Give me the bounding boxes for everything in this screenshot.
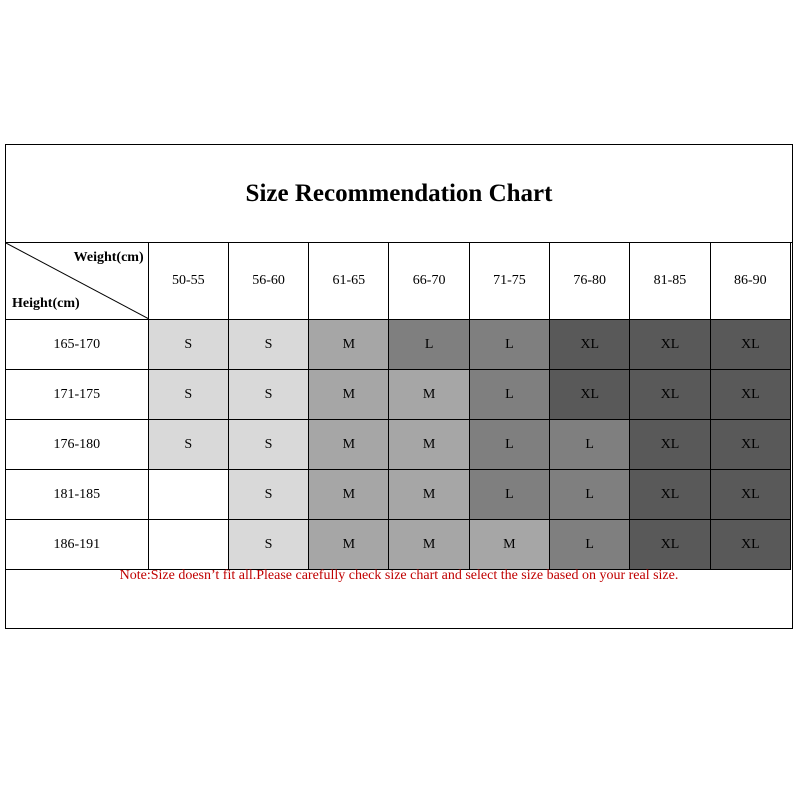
size-cell: XL (630, 370, 710, 420)
size-cell: M (469, 520, 549, 570)
corner-header (6, 243, 149, 320)
size-cell: L (469, 420, 549, 470)
size-cell: XL (710, 370, 790, 420)
size-cell (148, 520, 228, 570)
table-row (6, 370, 791, 420)
size-cell: M (309, 370, 389, 420)
size-cell: XL (710, 320, 790, 370)
size-cell: L (469, 320, 549, 370)
size-cell: S (228, 470, 308, 520)
size-cell: XL (630, 470, 710, 520)
size-cell: M (309, 470, 389, 520)
size-note: Note:Size doesn’t fit all.Please carefully check size chart and select the size based on your real size. (119, 568, 679, 583)
size-cell: L (550, 520, 630, 570)
height-row-header: 181-185 (6, 470, 149, 520)
height-row-header: 176-180 (6, 420, 149, 470)
weight-col-header: 66-70 (389, 243, 469, 320)
height-row-header: 165-170 (6, 320, 149, 370)
size-cell: M (389, 520, 469, 570)
size-cell: S (148, 370, 228, 420)
weight-col-header: 81-85 (630, 243, 710, 320)
size-cell: M (309, 520, 389, 570)
chart-title: Size Recommendation Chart (6, 145, 792, 243)
header-row (6, 243, 791, 320)
height-row-header: 186-191 (6, 520, 149, 570)
weight-col-header: 76-80 (550, 243, 630, 320)
weight-col-header: 50-55 (148, 243, 228, 320)
size-cell: XL (550, 370, 630, 420)
height-axis-label: Height(cm) (12, 296, 80, 311)
size-chart-panel (5, 144, 793, 629)
size-cell: XL (630, 520, 710, 570)
weight-col-header: 56-60 (228, 243, 308, 320)
table-row (6, 520, 791, 570)
size-cell: M (389, 470, 469, 520)
size-cell: XL (710, 470, 790, 520)
size-cell: M (389, 420, 469, 470)
size-cell: M (309, 320, 389, 370)
size-cell: L (469, 470, 549, 520)
size-cell: S (228, 420, 308, 470)
size-cell: S (228, 370, 308, 420)
size-table (5, 242, 791, 570)
size-cell: L (389, 320, 469, 370)
size-cell: L (469, 370, 549, 420)
weight-col-header: 71-75 (469, 243, 549, 320)
table-row (6, 320, 791, 370)
size-cell: L (550, 470, 630, 520)
size-cell: S (148, 420, 228, 470)
size-cell: XL (550, 320, 630, 370)
weight-axis-label: Weight(cm) (73, 250, 144, 265)
size-cell: M (389, 370, 469, 420)
size-cell: S (148, 320, 228, 370)
weight-col-header: 86-90 (710, 243, 790, 320)
size-cell: S (228, 520, 308, 570)
size-cell (148, 470, 228, 520)
size-cell: XL (630, 320, 710, 370)
height-row-header: 171-175 (6, 370, 149, 420)
table-row (6, 470, 791, 520)
size-cell: XL (710, 420, 790, 470)
table-row (6, 420, 791, 470)
size-cell: XL (710, 520, 790, 570)
weight-col-header: 61-65 (309, 243, 389, 320)
size-cell: S (228, 320, 308, 370)
size-cell: XL (630, 420, 710, 470)
size-cell: L (550, 420, 630, 470)
size-cell: M (309, 420, 389, 470)
